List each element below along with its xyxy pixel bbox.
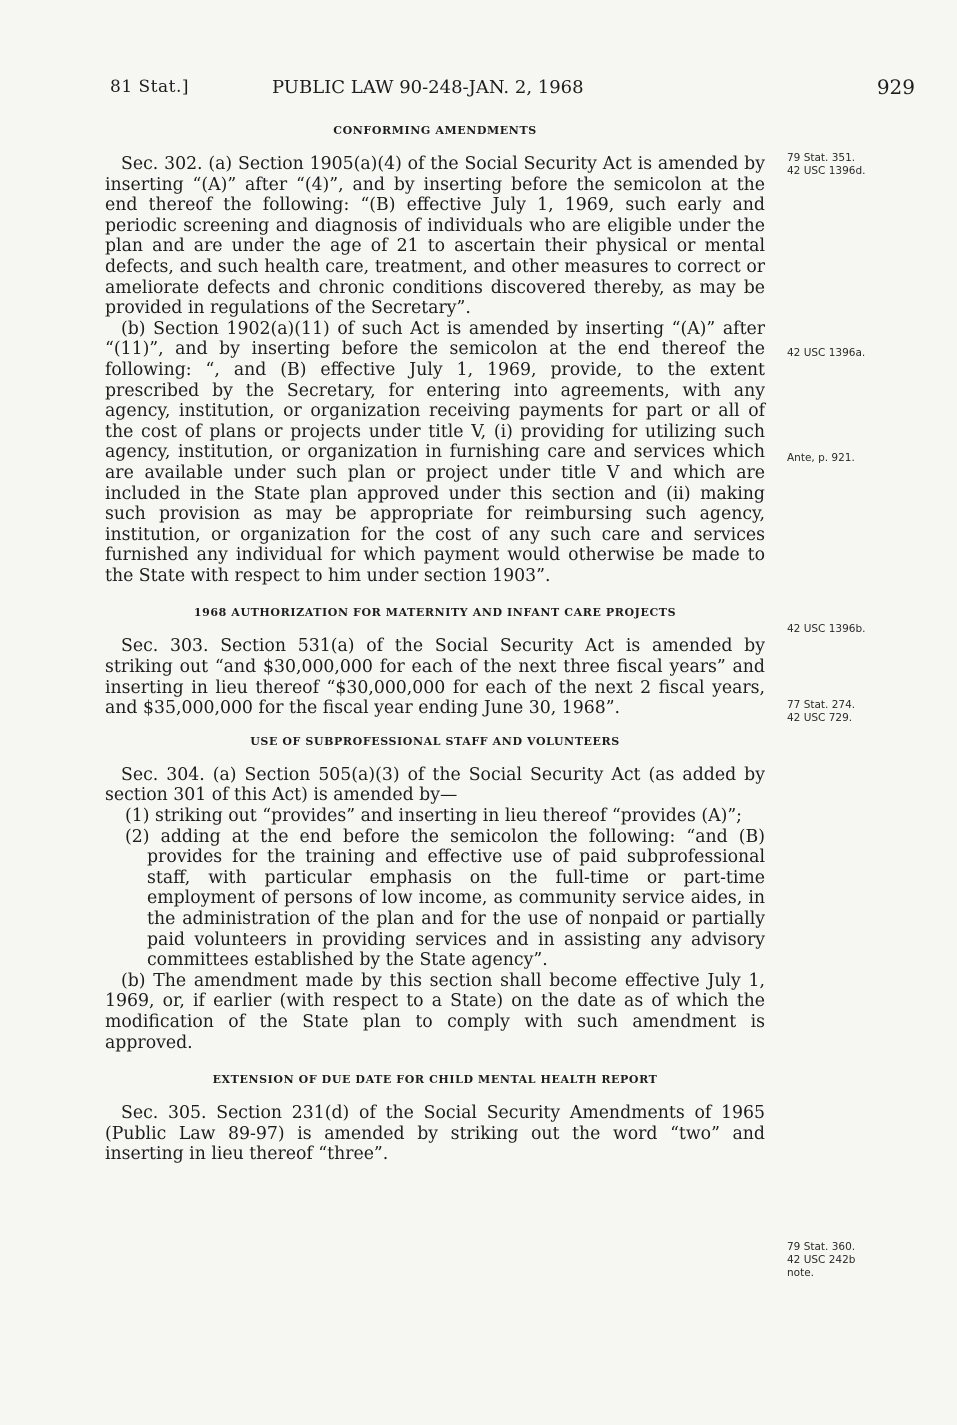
- section-heading-conforming: CONFORMING AMENDMENTS: [333, 124, 537, 137]
- page-number: 929: [876, 75, 915, 99]
- statute-volume: 81 Stat.]: [110, 77, 190, 97]
- margin-note-302a: 79 Stat. 351. 42 USC 1396d.: [787, 152, 866, 177]
- margin-note-ante: Ante, p. 921.: [787, 452, 855, 464]
- margin-note-303: 77 Stat. 274. 42 USC 729.: [787, 699, 856, 724]
- margin-note-302b: 42 USC 1396a.: [787, 347, 866, 359]
- section-heading-subprofessional: USE OF SUBPROFESSIONAL STAFF AND VOLUNTEERS: [250, 734, 620, 748]
- paragraph-sec-302b: (b) Section 1902(a)(11) of such Act is amended by inserting “(A)” after “(11)”, and by inserting before the semicolon at the end thereof the following: “, and (B) effective July 1, 1969, provide, to the extent prescribed by the Secretary, for entering into agreements, with any agency, institution, or organization receiving payments for part or all of the cost of plans or projects under title V, (i) providing for utilizing such agency, institution, or organization in furnishing care and services which are available under such plan or project under title V and which are included in the State plan approved under this section and (ii) making such provision as may be appropriate for reimbursing such agency, institution, or organization for the cost of any such care and services furnished any individual for which payment would otherwise be made to the State with respect to him under section 1903”.: [105, 318, 765, 586]
- law-title: PUBLIC LAW 90-248-JAN. 2, 1968: [272, 77, 584, 98]
- section-heading-maternity: 1968 AUTHORIZATION FOR MATERNITY AND INFANT CARE PROJECTS: [193, 606, 677, 620]
- paragraph-sec-305: Sec. 305. Section 231(d) of the Social Security Amendments of 1965 (Public Law 89-97) is amended by striking out the word “two” and inserting in lieu thereof “three”.: [105, 1103, 765, 1165]
- list-item-304-1: (1) striking out “provides” and inserting in lieu thereof “provides (A)”;: [125, 806, 742, 827]
- page-header: [0, 77, 957, 103]
- margin-note-1903: 42 USC 1396b.: [787, 623, 866, 635]
- paragraph-sec-304a: Sec. 304. (a) Section 505(a)(3) of the Social Security Act (as added by section 301 of this Act) is amended by—: [105, 764, 765, 806]
- margin-note-305: 79 Stat. 360. 42 USC 242b note.: [787, 1241, 856, 1279]
- paragraph-sec-304b: (b) The amendment made by this section shall become effective July 1, 1969, or, if earlier (with respect to a State) on the date as of which the modification of the State plan to comply with such amendment is approved.: [105, 970, 765, 1053]
- list-item-304-2: (2) adding at the end before the semicolon the following: “and (B) provides for the training and effective use of paid subprofessional staff, with particular emphasis on the full-time or part-time employment of persons of low income, as community service aides, in the administration of the plan and for the use of nonpaid or partially paid volunteers in providing services and in assisting any advisory committees established by the State agency”.: [125, 826, 765, 971]
- section-heading-child-mental-health: EXTENSION OF DUE DATE FOR CHILD MENTAL HEALTH REPORT: [212, 1073, 658, 1087]
- paragraph-sec-302a: Sec. 302. (a) Section 1905(a)(4) of the Social Security Act is amended by inserting “(A)” after “(4)”, and by inserting before the semicolon at the end thereof the following: “(B) effective July 1, 1969, such early and periodic screening and diagnosis of individuals who are eligible under the plan and are under the age of 21 to ascertain their physical or mental defects, and such health care, treatment, and other measures to correct or ameliorate defects and chronic conditions discovered thereby, as may be provided in regulations of the Secretary”.: [105, 154, 765, 319]
- document-body: [105, 122, 765, 1165]
- paragraph-sec-303: Sec. 303. Section 531(a) of the Social Security Act is amended by striking out “and $30,000,000 for each of the next three fiscal years” and inserting in lieu thereof “$30,000,000 for each of the next 2 fiscal years, and $35,000,000 for the fiscal year ending June 30, 1968”.: [105, 636, 765, 719]
